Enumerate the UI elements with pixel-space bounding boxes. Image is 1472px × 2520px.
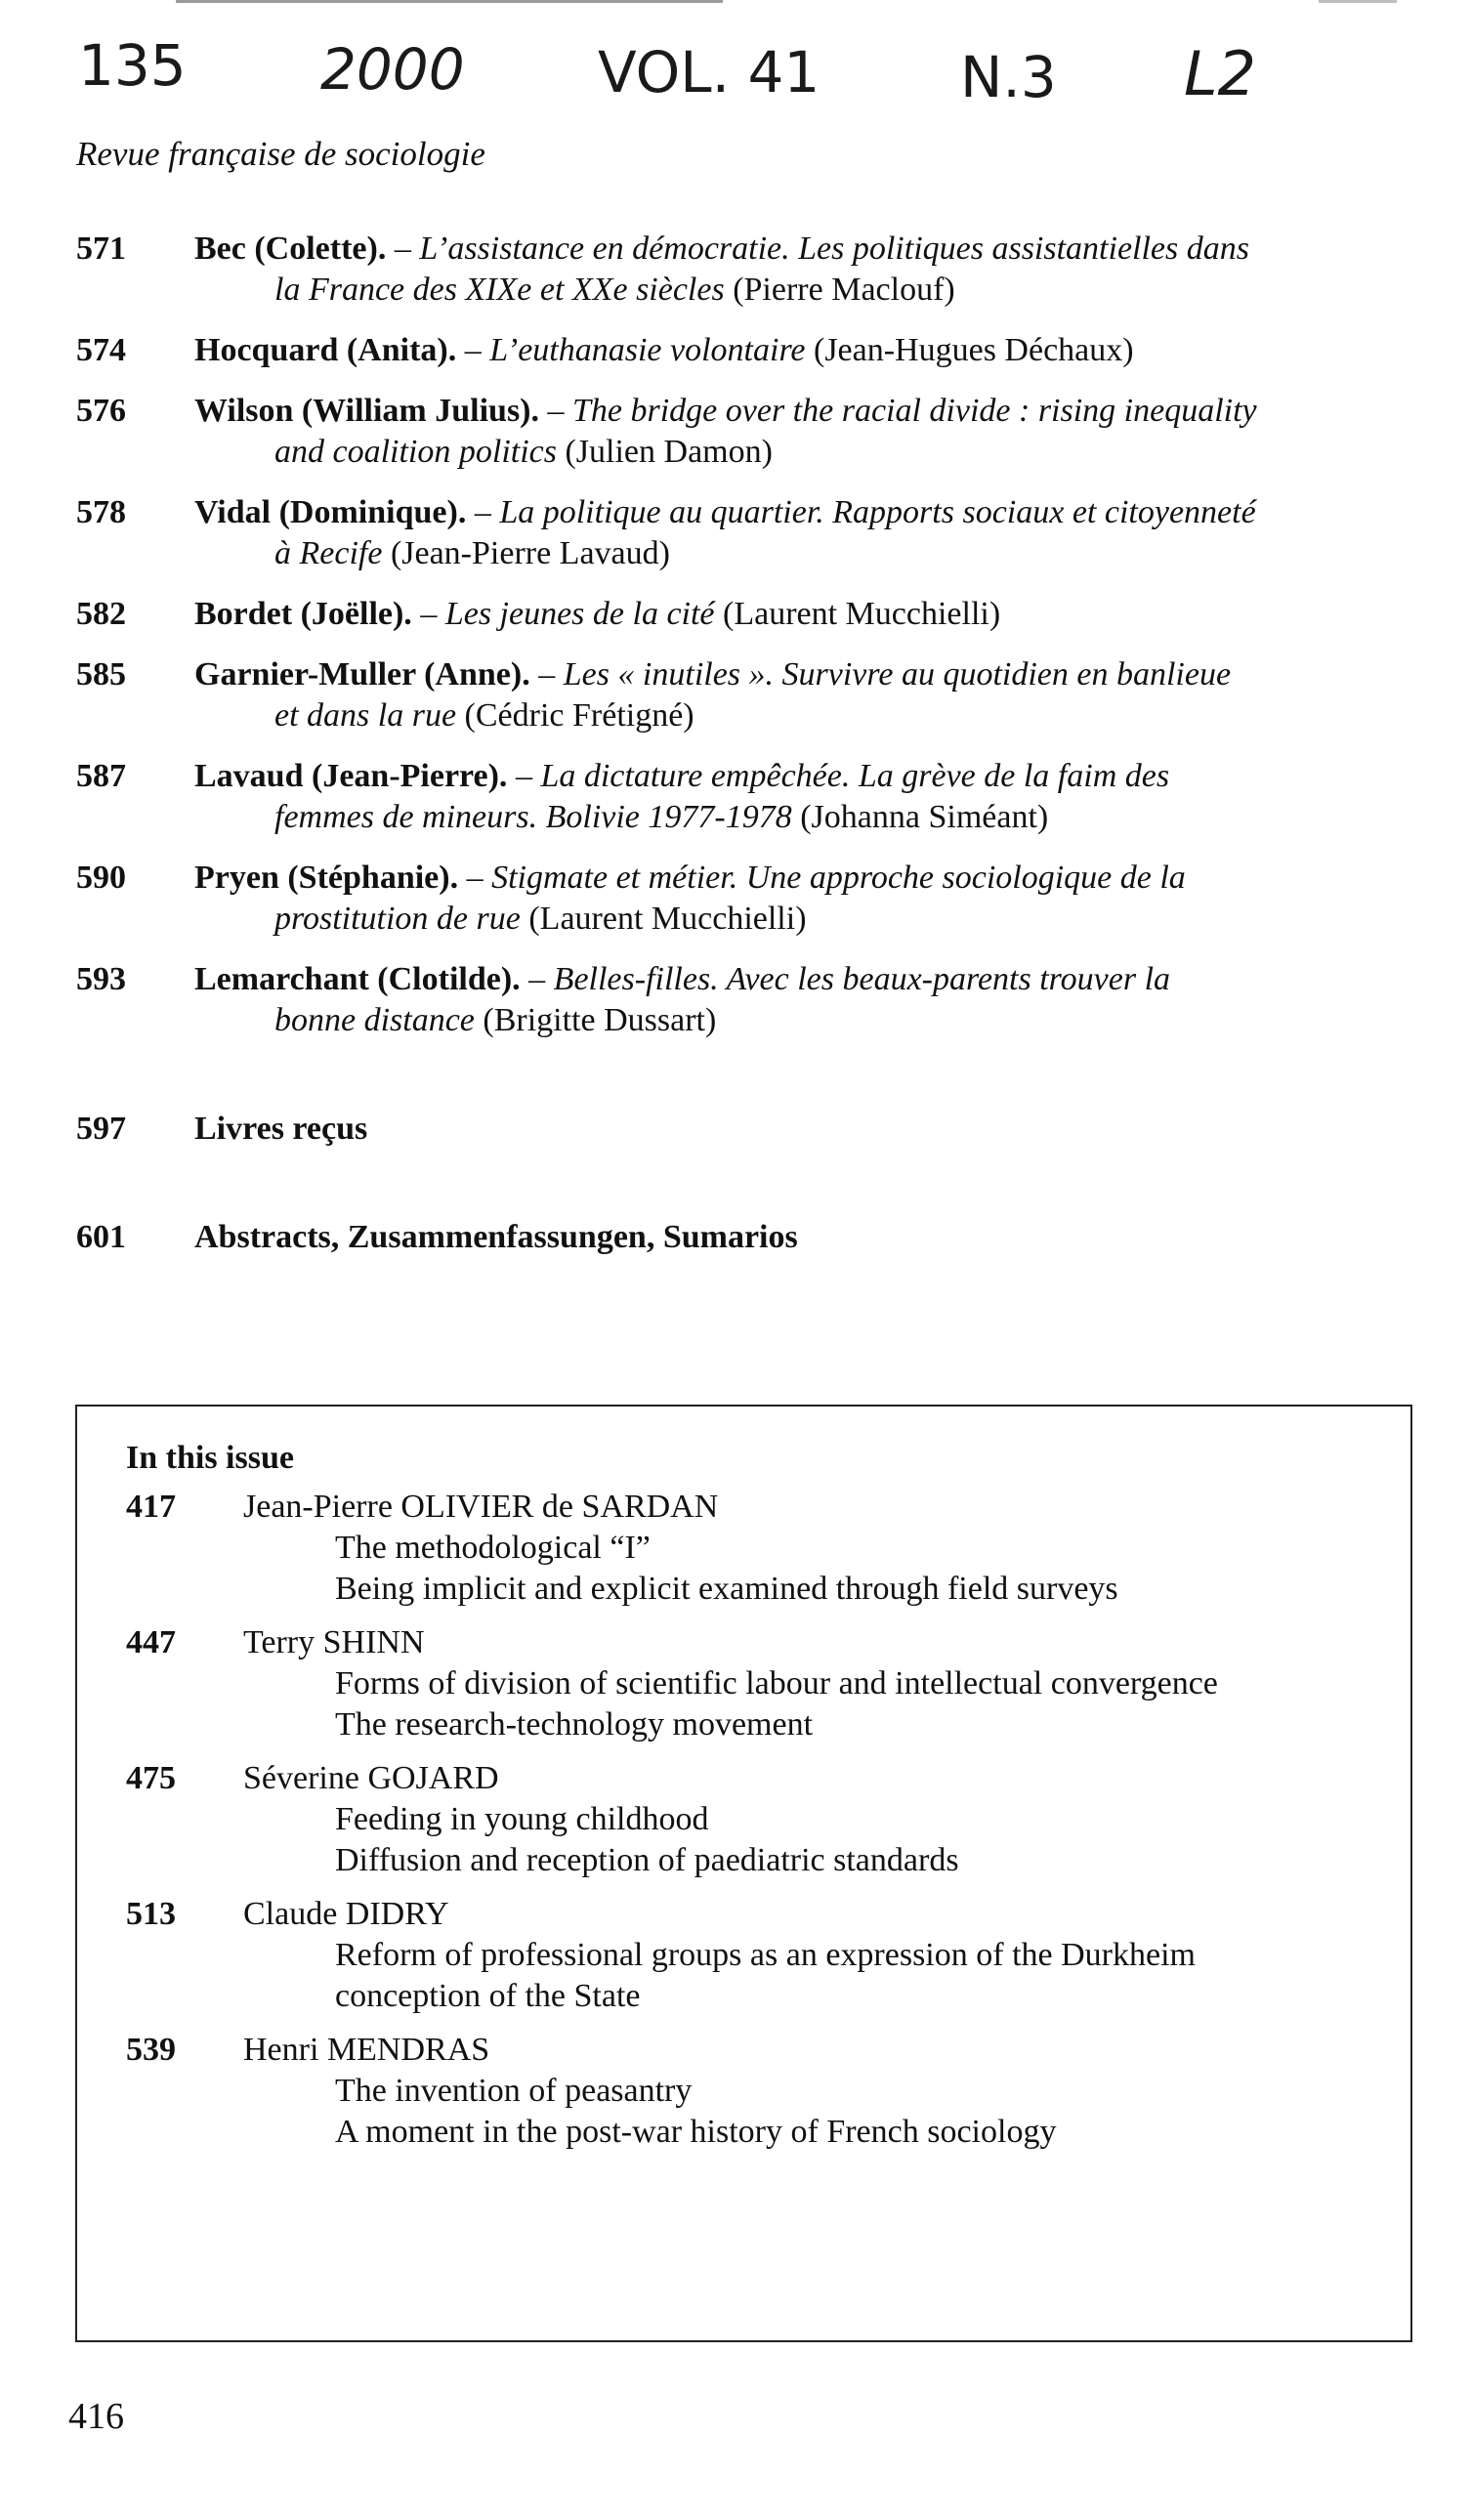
article-details [243,1894,1376,2017]
toc-entry [76,330,1444,371]
toc-page-number: 576 [76,393,126,429]
toc-entry [76,756,1444,838]
toc-entry [76,492,1444,574]
issue-article-entry [126,1487,1376,1610]
separator-dash: – [538,656,564,693]
table-of-contents [76,229,1444,1258]
book-title-continued: and coalition politics [274,434,557,470]
book-title-continued: la France des XIXe et XXe siècles [274,272,725,308]
book-title: The bridge over the racial divide : rising inequality [572,393,1257,429]
reviewer-name: (Jean-Pierre Lavaud) [390,535,670,571]
toc-line [194,391,1429,432]
toc-line-continued [194,899,1429,940]
issue-article-entry [126,1622,1376,1745]
article-author: Henri MENDRAS [243,2032,490,2068]
article-subtitle: The research-technology movement [335,1706,814,1743]
separator-dash: – [474,494,500,530]
article-author: Terry SHINN [243,1624,425,1660]
handwritten-volume: VOL. 41 [598,39,820,105]
toc-entry [76,959,1444,1041]
issue-article-entry [126,1758,1376,1881]
book-title: L’euthanasie volontaire [489,332,806,368]
toc-page-number: 593 [76,961,126,997]
article-page-number: 539 [126,2032,176,2068]
article-details [243,2030,1376,2153]
toc-page-number: 578 [76,494,126,530]
in-this-issue-box [75,1405,1412,2342]
toc-line-continued [194,797,1429,838]
journal-title: Revue française de sociologie [76,135,485,173]
article-page-number: 475 [126,1760,176,1796]
separator-dash: – [466,860,492,896]
toc-entry [76,229,1444,311]
article-subtitle: Being implicit and explicit examined through field surveys [335,1571,1118,1607]
reviewer-name: (Pierre Maclouf) [733,272,955,308]
book-author: Vidal (Dominique). [194,494,467,530]
article-title: Forms of division of scientific labour and intellectual convergence [335,1665,1218,1701]
book-title: Belles-filles. Avec les beaux-parents trouver la [553,961,1171,997]
section-label: Livres reçus [194,1111,368,1147]
toc-entry-text [194,229,1429,311]
separator-dash: – [547,393,572,429]
toc-line-continued [194,1000,1429,1041]
handwritten-issue-code: 135 [78,32,187,99]
reviewer-name: (Brigitte Dussart) [483,1002,717,1038]
article-author: Séverine GOJARD [243,1760,499,1796]
reviewer-name: (Johanna Siméant) [800,799,1049,835]
book-title: Les « inutiles ». Survivre au quotidien en banlieue [563,656,1232,693]
reviewer-name: (Julien Damon) [565,434,773,470]
book-title-continued: femmes de mineurs. Bolivie 1977-1978 [274,799,792,835]
toc-line [194,594,1429,635]
toc-entry [76,594,1444,635]
in-this-issue-content [126,1438,1376,2165]
separator-dash: – [528,961,554,997]
book-author: Pryen (Stéphanie). [194,860,459,896]
article-page-number: 417 [126,1489,176,1525]
toc-entry-text [194,492,1429,574]
toc-entry [76,391,1444,473]
toc-line [194,858,1429,899]
article-subtitle: A moment in the post-war history of French sociology [335,2114,1057,2150]
article-author: Jean-Pierre OLIVIER de SARDAN [243,1489,719,1525]
book-author: Lavaud (Jean-Pierre). [194,758,508,794]
article-subtitle: Diffusion and reception of paediatric standards [335,1842,959,1878]
toc-line-continued [194,533,1429,574]
toc-line [194,330,1429,371]
toc-page-number: 582 [76,596,126,632]
book-author: Bordet (Joëlle). [194,596,412,632]
toc-page-number: 574 [76,332,126,368]
article-title: The invention of peasantry [335,2073,693,2109]
toc-line [194,492,1429,533]
issue-article-entry [126,1894,1376,2017]
top-scan-line [0,0,1472,3]
section-books-received [76,1109,1444,1150]
reviewer-name: (Jean-Hugues Déchaux) [814,332,1134,368]
toc-page-number: 571 [76,231,126,267]
toc-entry-text [194,756,1429,838]
article-subtitle: conception of the State [335,1978,641,2014]
separator-dash: – [420,596,445,632]
toc-line-continued [194,270,1429,311]
toc-line [194,959,1429,1000]
book-title: La dictature empêchée. La grève de la faim des [540,758,1170,794]
section-abstracts [76,1217,1444,1258]
issue-article-entry [126,2030,1376,2153]
page-number: 416 [68,2396,124,2437]
toc-page-number: 587 [76,758,126,794]
section-label: Abstracts, Zusammenfassungen, Sumarios [194,1219,798,1255]
toc-entry-text [194,654,1429,736]
book-title: La politique au quartier. Rapports sociaux et citoyenneté [499,494,1256,530]
toc-entry [76,858,1444,940]
book-title: Stigmate et métier. Une approche sociologique de la [491,860,1186,896]
separator-dash: – [515,758,541,794]
toc-line [194,654,1429,695]
toc-page-number: 590 [76,860,126,896]
toc-entry-text [194,330,1429,371]
article-details [243,1487,1376,1610]
toc-entry-text [194,391,1429,473]
reviewer-name: (Cédric Frétigné) [464,697,694,734]
book-title-continued: prostitution de rue [274,901,521,937]
in-this-issue-heading: In this issue [126,1440,294,1476]
separator-dash: – [394,231,420,267]
section-page-number: 597 [76,1111,126,1147]
toc-line-continued [194,695,1429,736]
handwritten-shelf-mark: L2 [1184,38,1256,109]
article-details [243,1622,1376,1745]
article-page-number: 513 [126,1896,176,1932]
book-title-continued: à Recife [274,535,383,571]
book-author: Wilson (William Julius). [194,393,539,429]
book-title-continued: bonne distance [274,1002,475,1038]
reviewer-name: (Laurent Mucchielli) [723,596,1001,632]
toc-line [194,756,1429,797]
book-author: Hocquard (Anita). [194,332,457,368]
article-author: Claude DIDRY [243,1896,449,1932]
toc-entry-text [194,858,1429,940]
book-title-continued: et dans la rue [274,697,457,734]
section-page-number: 601 [76,1219,126,1255]
handwritten-year: 2000 [320,36,465,103]
article-details [243,1758,1376,1881]
toc-entry-text [194,959,1429,1041]
article-title: Feeding in young childhood [335,1801,709,1837]
book-title: Les jeunes de la cité [444,596,715,632]
toc-entry-text [194,594,1429,635]
reviewer-name: (Laurent Mucchielli) [528,901,807,937]
book-author: Bec (Colette). [194,231,387,267]
article-title: The methodological “I” [335,1530,651,1566]
toc-line-continued [194,432,1429,473]
handwritten-number: N.3 [960,44,1057,110]
book-author: Garnier-Muller (Anne). [194,656,530,693]
toc-page-number: 585 [76,656,126,693]
toc-entry [76,654,1444,736]
separator-dash: – [464,332,490,368]
book-author: Lemarchant (Clotilde). [194,961,521,997]
book-title: L’assistance en démocratie. Les politiques assistantielles dans [419,231,1249,267]
toc-line [194,229,1429,270]
article-page-number: 447 [126,1624,176,1660]
article-title: Reform of professional groups as an expression of the Durkheim [335,1937,1196,1973]
